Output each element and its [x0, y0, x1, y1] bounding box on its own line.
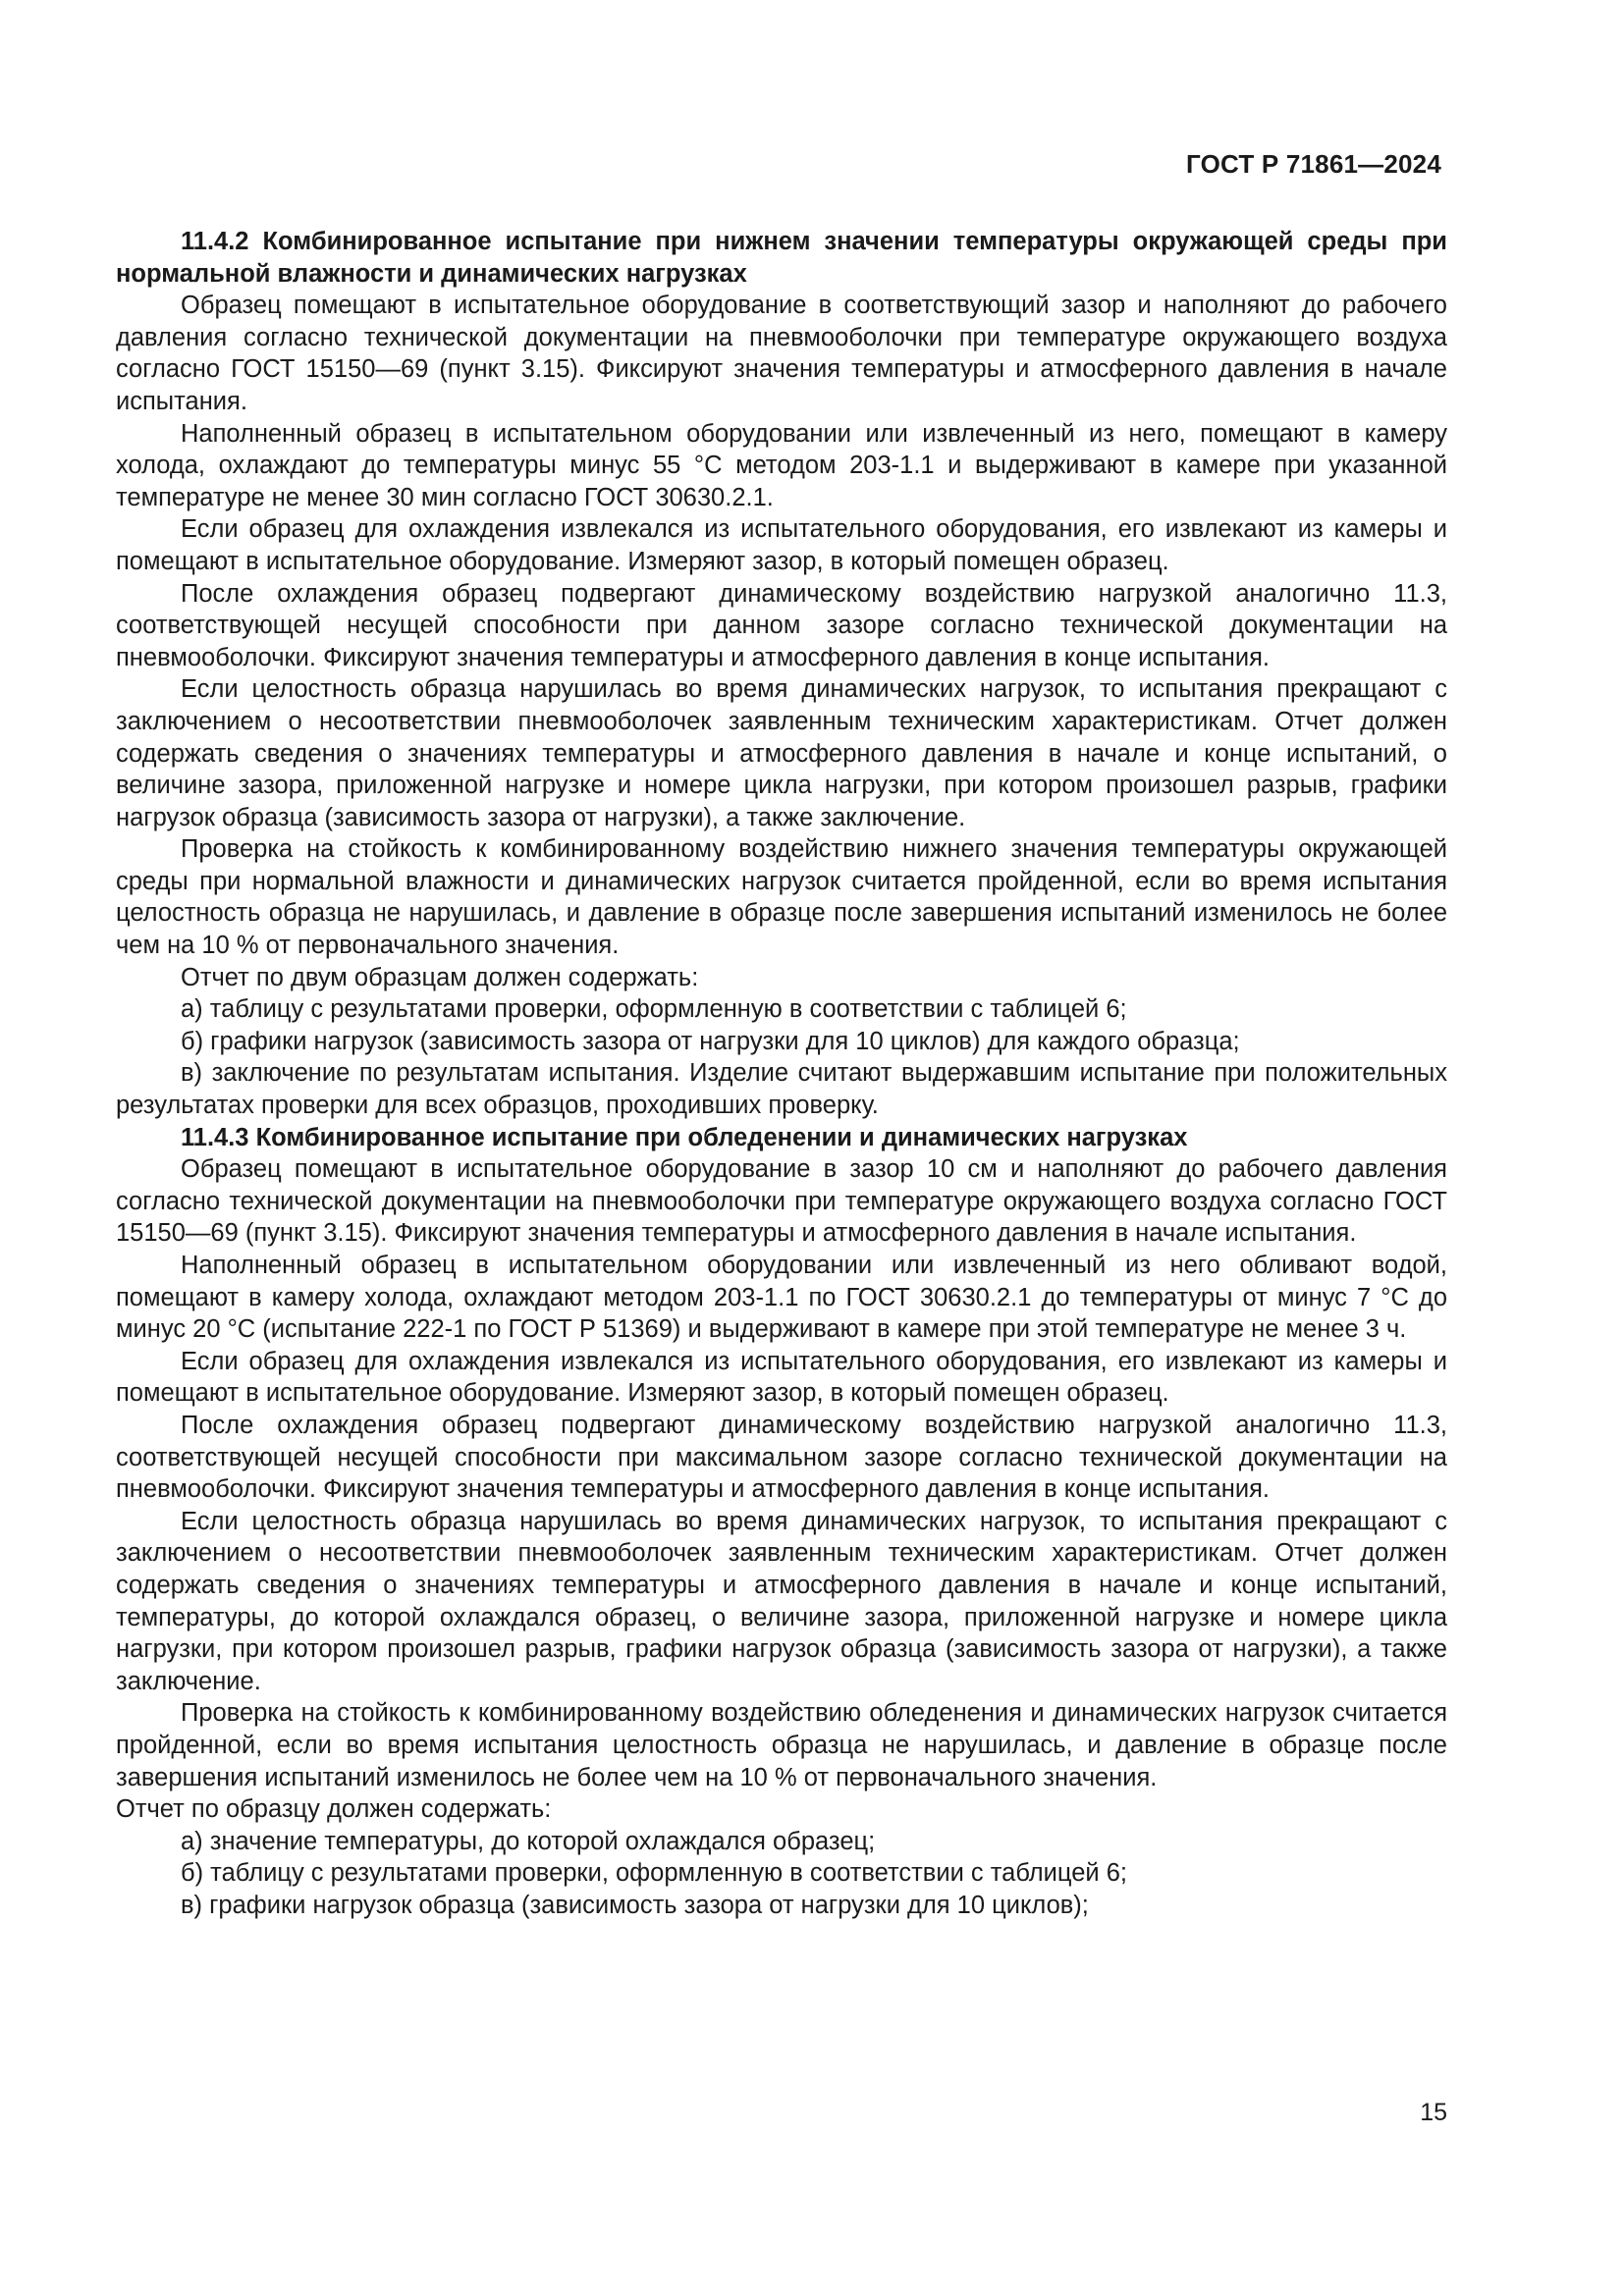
- list-item: в) заключение по результатам испытания. Изделие считают выдержавшим испытание при положительных результатах проверки для всех образцов, проходивших проверку.: [116, 1059, 1447, 1120]
- paragraph: После охлаждения образец подвергают динамическому воздействию нагрузкой аналогично 11.3, соответствующей несущей способности при максимальном зазоре согласно технической документации на пневмооболочки. Фиксируют значения температуры и атмосферного давления в конце испытания.: [116, 1411, 1447, 1504]
- list-item: б) графики нагрузок (зависимость зазора от нагрузки для 10 циклов) для каждого образца;: [181, 1027, 1240, 1055]
- paragraph: Отчет по двум образцам должен содержать:: [181, 963, 699, 991]
- page-number: 15: [1420, 2099, 1447, 2126]
- paragraph: Образец помещают в испытательное оборудование в соответствующий зазор и наполняют до рабочего давления согласно технической документации на пневмооболочки при температуре окружающего воздуха согласно ГОСТ 15150—69 (пункт 3.15). Фиксируют значения температуры и атмосферного давления в начале испытания.: [116, 292, 1447, 415]
- section-heading-11-4-2: 11.4.2 Комбинированное испытание при нижнем значении температуры окружающей среды при нормальной влажности и динамических нагрузках: [116, 228, 1447, 288]
- list-item: а) таблицу с результатами проверки, оформленную в соответствии с таблицей 6;: [181, 995, 1127, 1024]
- paragraph: Проверка на стойкость к комбинированному воздействию нижнего значения температуры окружающей среды при нормальной влажности и динамических нагрузок считается пройденной, если во время испытания целостность образца не нарушилась, и давление в образце после завершения испытаний изменилось не более чем на 10 % от первоначального значения.: [116, 835, 1447, 960]
- paragraph: Наполненный образец в испытательном оборудовании или извлеченный из него, помещают в камеру холода, охлаждают до температуры минус 55 °С методом 203-1.1 и выдерживают в камере при указанной температуре не менее 30 мин согласно ГОСТ 30630.2.1.: [116, 419, 1447, 511]
- list-item: а) значение температуры, до которой охлаждался образец;: [181, 1827, 876, 1855]
- paragraph: Проверка на стойкость к комбинированному воздействию обледенения и динамических нагрузок считается пройденной, если во время испытания целостность образца не нарушилась, и давление в образце после завершения испытаний изменилось не более чем на 10 % от первоначального значения.: [116, 1699, 1447, 1791]
- paragraph: Если образец для охлаждения извлекался из испытательного оборудования, его извлекают из камеры и помещают в испытательное оборудование. Измеряют зазор, в который помещен образец.: [116, 515, 1447, 575]
- paragraph: Наполненный образец в испытательном оборудовании или извлеченный из него обливают водой, помещают в камеру холода, охлаждают методом 203-1.1 по ГОСТ 30630.2.1 до температуры от минус 7 °С до минус 20 °С (испытание 222-1 по ГОСТ Р 51369) и выдерживают в камере при этой температуре не менее 3 ч.: [116, 1252, 1447, 1344]
- section-heading-11-4-3: 11.4.3 Комбинированное испытание при обледенении и динамических нагрузках: [181, 1123, 1188, 1151]
- list-item: б) таблицу с результатами проверки, оформленную в соответствии с таблицей 6;: [181, 1859, 1128, 1888]
- document-body: [116, 226, 1447, 1921]
- paragraph: Если образец для охлаждения извлекался из испытательного оборудования, его извлекают из камеры и помещают в испытательное оборудование. Измеряют зазор, в который помещен образец.: [116, 1347, 1447, 1408]
- list-item: в) графики нагрузок образца (зависимость зазора от нагрузки для 10 циклов);: [181, 1891, 1089, 1919]
- paragraph: Образец помещают в испытательное оборудование в зазор 10 см и наполняют до рабочего давления согласно технической документации на пневмооболочки при температуре окружающего воздуха согласно ГОСТ 15150—69 (пункт 3.15). Фиксируют значения температуры и атмосферного давления в начале испытания.: [116, 1155, 1447, 1248]
- paragraph: После охлаждения образец подвергают динамическому воздействию нагрузкой аналогично 11.3, соответствующей несущей способности при данном зазоре согласно технической документации на пневмооболочки. Фиксируют значения температуры и атмосферного давления в конце испытания.: [116, 579, 1447, 671]
- document-header-id: ГОСТ Р 71861—2024: [1186, 149, 1441, 179]
- paragraph: Если целостность образца нарушилась во время динамических нагрузок, то испытания прекращают с заключением о несоответствии пневмооболочек заявленным техническим характеристикам. Отчет должен содержать сведения о значениях температуры и атмосферного давления в начале и конце испытаний, о величине зазора, приложенной нагрузке и номере цикла нагрузки, при котором произошел разрыв, графики нагрузок образца (зависимость зазора от нагрузки), а также заключение.: [116, 675, 1447, 831]
- paragraph: Если целостность образца нарушилась во время динамических нагрузок, то испытания прекращают с заключением о несоответствии пневмооболочек заявленным техническим характеристикам. Отчет должен содержать сведения о значениях температуры и атмосферного давления в начале и конце испытаний, температуры, до которой охлаждался образец, о величине зазора, приложенной нагрузке и номере цикла нагрузки, при котором произошел разрыв, графики нагрузок образца (зависимость зазора от нагрузки), а также заключение.: [116, 1507, 1447, 1695]
- paragraph: Отчет по образцу должен содержать:: [116, 1795, 552, 1824]
